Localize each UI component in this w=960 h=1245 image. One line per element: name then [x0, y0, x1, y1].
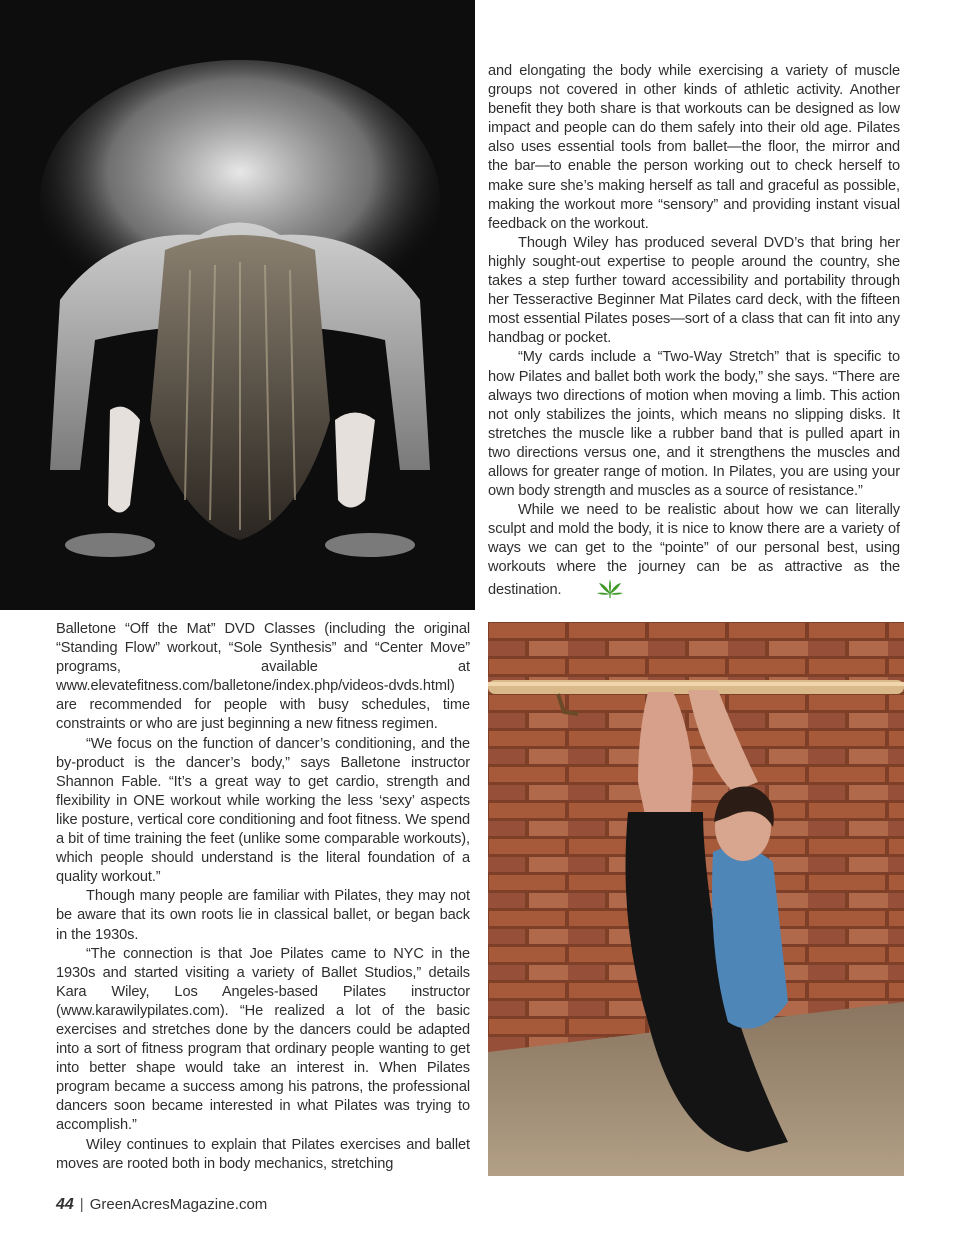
paragraph: Balletone “Off the Mat” DVD Classes (including the original “Standing Flow” workout, “Sole Synthesis” and “Center Move” programs, available at www.elevatefitness.com/balletone/index.php/videos-dvds.html) are recommended for people with busy schedules, time constraints or who are just beginning a new fitness regimen. [56, 621, 470, 733]
paragraph-last [488, 501, 900, 603]
footer-separator: | [79, 1196, 84, 1213]
paragraph-text: While we need to be realistic about how we can literally sculpt and mold the body, it is nice to know there are a variety of ways we can get to the “pointe” of our personal best, using workouts where the journey can be as attractive as the destination. [488, 502, 900, 598]
dancer-illustration [0, 0, 475, 610]
dancer-photo [0, 0, 475, 610]
article-column-left [56, 620, 470, 1174]
paragraph: “The connection is that Joe Pilates came to NYC in the 1930s and started visiting a variety of Ballet Studios,” details Kara Wiley, Los Angeles-based Pilates instructor (www.karawilypilates.com). “He realized a lot of the basic exercises and stretches done by the dancers could be adapted into a sort of fitness program that ordinary people wanting to get into better shape would take an interest in. When Pilates program became a success among his patrons, the professional dancers soon became interested in what Pilates was trying to accomplish.” [56, 945, 470, 1134]
paragraph: “We focus on the function of dancer’s conditioning, and the by-product is the dancer’s body,” says Balletone instructor Shannon Fable. “It’s a great way to get cardio, strength and flexibility in ONE workout while working the less ‘sexy’ aspects like posture, vertical core conditioning and foot fitness. We spend a bit of time training the feet (unlike some comparable workouts), which people should understand is the literal foundation of a quality workout.” [56, 735, 470, 886]
page-footer [56, 1196, 267, 1214]
paragraph: Though Wiley has produced several DVD’s that bring her highly sought-out expertise to people around the country, she takes a step further toward accessibility and portability through her Tesseractive Beginner Mat Pilates card deck, with the fifteen most essential Pilates poses—sort of a class that can fit into any handbag or pocket. [488, 234, 900, 347]
barre-illustration [488, 622, 904, 1176]
barre-photo [488, 622, 904, 1176]
paragraph: “My cards include a “Two-Way Stretch” that is specific to how Pilates and ballet both work the body,” she says. “There are always two directions of motion when moving a limb. This action not only stabilizes the joints, which means no slipping disks. It stretches the muscle like a rubber band that is pulled apart in two directions versus one, and it strengthens the muscles and allows for greater range of motion. In Pilates, you are using your own body strength and muscles as a source of resistance.” [488, 349, 900, 500]
article-column-right [488, 62, 900, 604]
paragraph: Wiley continues to explain that Pilates exercises and ballet moves are rooted both in body mechanics, stretching [56, 1136, 470, 1172]
footer-site: GreenAcresMagazine.com [89, 1196, 268, 1213]
paragraph: Though many people are familiar with Pilates, they may not be aware that its own roots lie in classical ballet, or began back in the 1930s. [56, 888, 470, 943]
cannabis-leaf-icon [567, 578, 623, 604]
page-number: 44 [56, 1196, 74, 1213]
paragraph: and elongating the body while exercising a variety of muscle groups not covered in other kinds of athletic activity. Another benefit they both share is that workouts can be designed as low impact and people can do them safely into their old age. Pilates also uses essential tools from ballet—the floor, the mirror and the bar—to enable the person working out to check herself to make sure she’s making herself as tall and graceful as possible, making the workout more “sensory” and providing instant visual feedback on the workout. [488, 63, 900, 232]
